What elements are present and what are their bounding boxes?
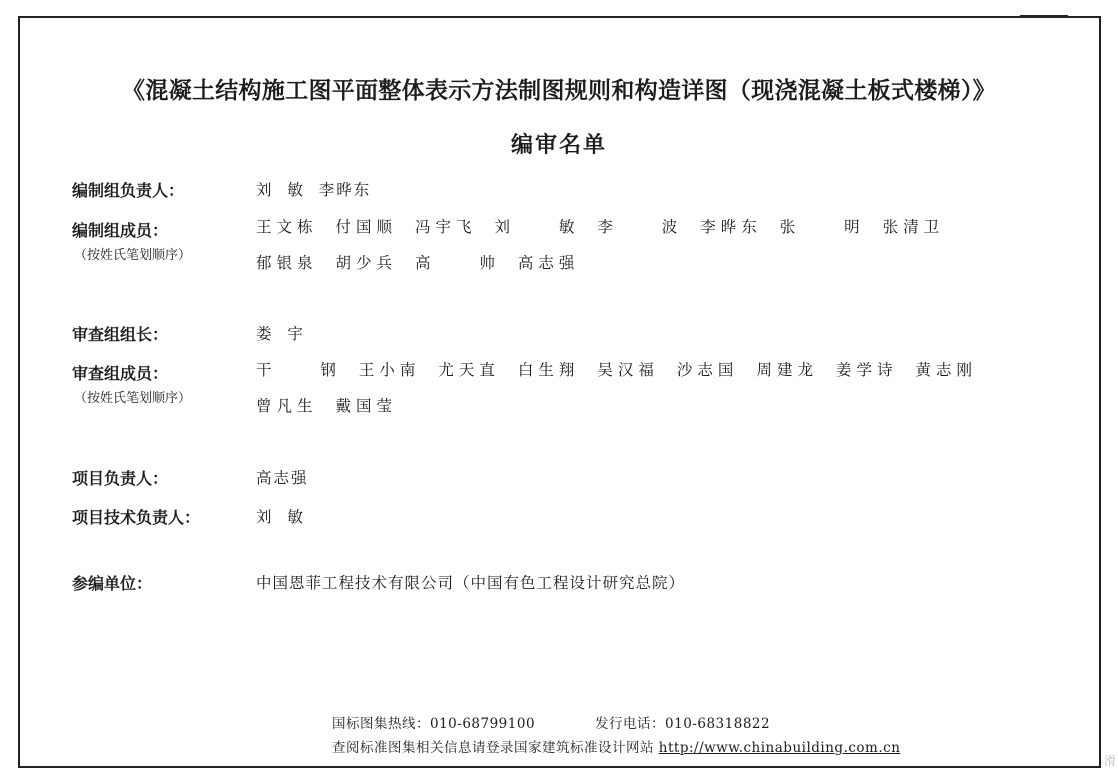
lead-editor-value: 刘 敏 李晔东 — [256, 181, 372, 199]
reviewers-label: 审查组成员： — [72, 364, 169, 383]
document-subtitle: 编审名单 — [510, 133, 607, 158]
document-title: 《混凝土结构施工图平面整体表示方法制图规则和构造详图（现浇混凝土板式楼梯）》 — [122, 78, 996, 104]
website-link[interactable]: http://www.chinabuilding.com.cn — [658, 740, 901, 756]
member-name: 干 钢 — [256, 361, 341, 379]
member-name: 周建龙 — [756, 361, 818, 379]
member-name: 李晔东 — [700, 218, 762, 236]
member-name: 付国顺 — [335, 218, 398, 236]
edge-mark: 滑 — [1104, 754, 1117, 768]
member-name: 尤天直 — [438, 361, 500, 379]
editors-label: 编制组成员： — [72, 221, 169, 240]
participating-unit-value: 中国恩菲工程技术有限公司（中国有色工程设计研究总院） — [256, 574, 686, 592]
participating-unit-label: 参编单位： — [72, 574, 153, 593]
member-name: 曾凡生 — [256, 397, 318, 415]
section-reviewers — [72, 361, 1062, 431]
member-name: 张清卫 — [882, 218, 945, 236]
project-lead-value: 高志强 — [256, 469, 309, 487]
member-name: 郁银泉 — [256, 254, 318, 272]
editors-order-note: （按姓氏笔划顺序） — [74, 248, 192, 263]
issue-phone-text: 发行电话：010-68318822 — [595, 716, 771, 732]
project-tech-lead-value: 刘 敏 — [256, 508, 305, 526]
review-lead-label: 审查组组长： — [72, 325, 169, 344]
border-tick-mark — [1020, 15, 1068, 18]
lead-editor-label: 编制组负责人： — [72, 181, 185, 200]
member-name: 黄志刚 — [915, 361, 977, 379]
footer-contact-line — [332, 712, 770, 732]
member-name: 沙志国 — [676, 361, 739, 379]
reviewers-name-list — [256, 352, 1036, 424]
member-name: 张 明 — [779, 218, 865, 236]
editors-name-list — [256, 209, 1036, 281]
member-name: 李 波 — [597, 218, 683, 236]
member-name: 刘 敏 — [494, 218, 580, 236]
member-name: 高 帅 — [415, 254, 500, 272]
member-name: 吴汉福 — [597, 361, 659, 379]
section-editors — [72, 218, 1062, 288]
footer-website-line — [332, 736, 900, 756]
hotline-text: 国标图集热线：010-68799100 — [332, 716, 536, 732]
review-lead-value: 娄 宇 — [256, 325, 305, 343]
member-name: 冯宇飞 — [415, 218, 477, 236]
member-name: 高志强 — [517, 254, 580, 272]
member-name: 胡少兵 — [335, 254, 398, 272]
member-name: 王文栋 — [256, 218, 318, 236]
project-lead-label: 项目负责人： — [72, 469, 169, 488]
project-tech-lead-label: 项目技术负责人： — [72, 508, 201, 527]
member-name: 姜学诗 — [835, 361, 898, 379]
website-info-text: 查阅标准图集相关信息请登录国家建筑标准设计网站 — [332, 740, 654, 756]
member-name: 白生翔 — [517, 361, 580, 379]
member-name: 王小南 — [358, 361, 421, 379]
reviewers-order-note: （按姓氏笔划顺序） — [74, 391, 192, 406]
member-name: 戴国莹 — [335, 397, 398, 415]
